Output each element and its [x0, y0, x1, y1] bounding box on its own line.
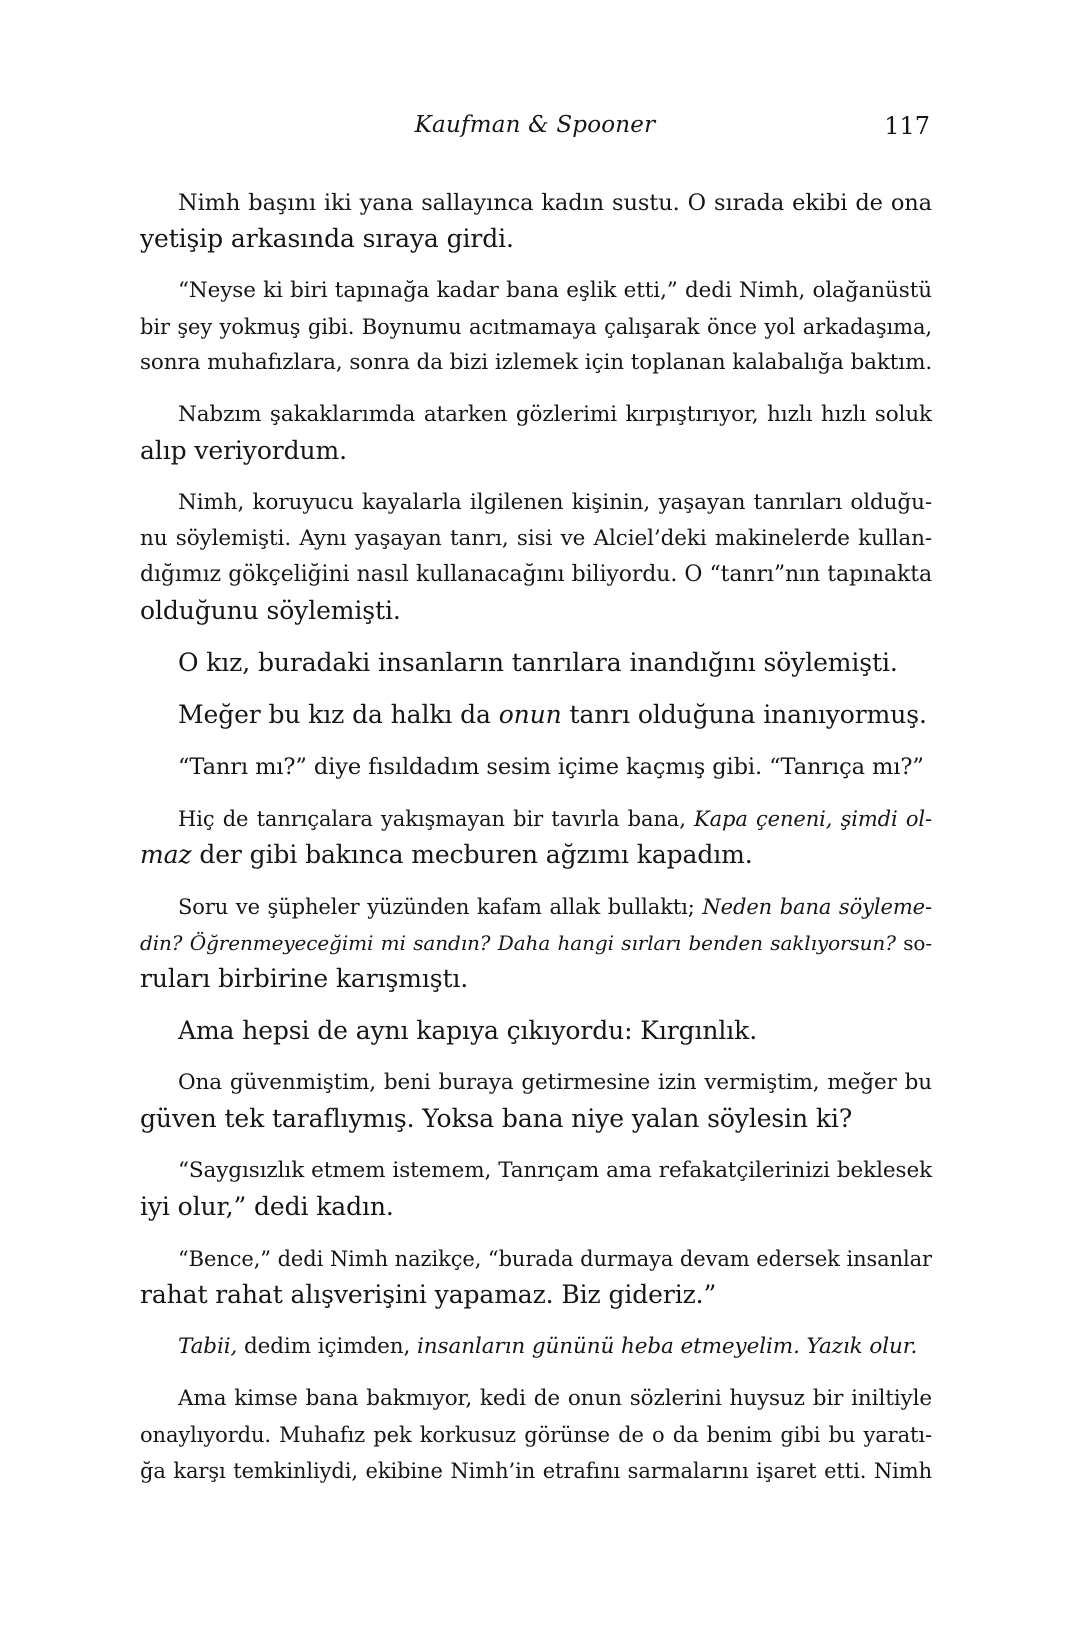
- text-run: Hiç de tanrıçalara yakışmayan bir tavırla bana,: [178, 807, 695, 831]
- text-line: [140, 889, 932, 925]
- text-line: Ama kimse bana bakmıyor, kedi de onun sözlerini huysuz bir iniltiyle: [178, 1386, 932, 1411]
- paragraph: [140, 889, 932, 997]
- text-line: [140, 697, 932, 733]
- text-line: rahat rahat alışverişini yapamaz. Biz gideriz.”: [140, 1280, 717, 1309]
- text-line: sonra muhafızlara, sonra da bizi izlemek için toplanan kalabalığa baktım.: [140, 350, 933, 375]
- text-line: [140, 801, 932, 837]
- text-line: [140, 925, 932, 961]
- text-run: dedim içimden,: [237, 1334, 418, 1359]
- paragraph: [140, 697, 932, 733]
- paragraph: [140, 801, 932, 873]
- paragraph: [140, 273, 932, 381]
- emphasis: Kapa çeneni, şimdi ol-: [694, 807, 933, 831]
- text-line: ruları birbirine karışmıştı.: [140, 964, 469, 993]
- text-run: tanrı olduğuna inanıyormuş.: [561, 700, 927, 729]
- paragraph: [140, 1381, 932, 1489]
- body-text: [140, 185, 932, 1489]
- text-line: “Tanrı mı?” diye fısıldadım sesim içime kaçmış gibi. “Tanrıça mı?”: [178, 754, 924, 780]
- text-run: so-: [895, 931, 932, 955]
- emphasis: onun: [498, 700, 562, 729]
- paragraph: [140, 1241, 932, 1313]
- emphasis: Tabii,: [178, 1334, 238, 1359]
- running-title: Kaufman & Spooner: [414, 112, 656, 138]
- text-line: Ama hepsi de aynı kapıya çıkıyordu: Kırgınlık.: [178, 1016, 758, 1045]
- paragraph: [140, 397, 932, 469]
- text-line: bir şey yokmuş gibi. Boynumu acıtmamaya çalışarak önce yol arkadaşıma,: [140, 315, 932, 339]
- text-line: Nabzım şakaklarımda atarken gözlerimi kırpıştırıyor, hızlı hızlı soluk: [178, 402, 932, 427]
- text-run: Soru ve şüpheler yüzünden kafam allak bullaktı;: [178, 895, 703, 919]
- text-line: ğa karşı temkinliydi, ekibine Nimh’in etrafını sarmalarını işaret etti. Nimh: [140, 1459, 932, 1483]
- text-line: dığımız gökçeliğini nasıl kullanacağını biliyordu. O “tanrı”nın tapınakta: [140, 562, 932, 587]
- emphasis: Neden bana söyleme-: [702, 895, 932, 919]
- paragraph: [140, 1065, 932, 1137]
- text-line: nu söylemişti. Aynı yaşayan tanrı, sisi ve Alciel’deki makinelerde kullan-: [140, 526, 932, 551]
- page-number: 117: [884, 112, 930, 140]
- text-line: Ona güvenmiştim, beni buraya getirmesine izin vermiştim, meğer bu: [178, 1070, 932, 1095]
- paragraph: [140, 1329, 932, 1365]
- emphasis: din? Öğrenmeyeceğimi mi sandın? Daha hangi sırları benden saklıyorsun?: [140, 931, 896, 955]
- text-line: [140, 1329, 932, 1365]
- text-line: “Bence,” dedi Nimh nazikçe, “burada durmaya devam edersek insanlar: [178, 1247, 932, 1271]
- text-line: O kız, buradaki insanların tanrılara inandığını söylemişti.: [178, 648, 898, 677]
- text-line: [140, 837, 932, 873]
- text-run: der gibi bakınca mecburen ağzımı kapadım.: [191, 840, 753, 869]
- paragraph: [140, 485, 932, 629]
- text-line: onaylıyordu. Muhafız pek korkusuz görünse de o da benim gibi bu yaratı-: [140, 1423, 932, 1447]
- emphasis: maz: [140, 840, 192, 869]
- paragraph: [140, 1153, 932, 1225]
- emphasis: insanların gününü heba etmeyelim. Yazık olur.: [417, 1334, 918, 1359]
- text-line: “Saygısızlık etmem istemem, Tanrıçam ama refakatçilerinizi beklesek: [178, 1158, 932, 1183]
- text-line: yetişip arkasında sıraya girdi.: [140, 224, 514, 253]
- text-line: “Neyse ki biri tapınağa kadar bana eşlik etti,” dedi Nimh, olağanüstü: [178, 278, 932, 303]
- text-line: alıp veriyordum.: [140, 436, 347, 465]
- running-header: [140, 112, 930, 152]
- paragraph: [140, 645, 932, 681]
- paragraph: [140, 749, 932, 785]
- paragraph: [140, 185, 932, 257]
- text-line: Nimh, koruyucu kayalarla ilgilenen kişinin, yaşayan tanrıları olduğu-: [178, 490, 932, 515]
- text-line: iyi olur,” dedi kadın.: [140, 1192, 394, 1221]
- paragraph: [140, 1013, 932, 1049]
- text-line: güven tek taraflıymış. Yoksa bana niye yalan söylesin ki?: [140, 1104, 853, 1133]
- text-line: Nimh başını iki yana sallayınca kadın sustu. O sırada ekibi de ona: [178, 190, 932, 216]
- text-run: Meğer bu kız da halkı da: [178, 700, 499, 729]
- text-line: olduğunu söylemişti.: [140, 596, 401, 625]
